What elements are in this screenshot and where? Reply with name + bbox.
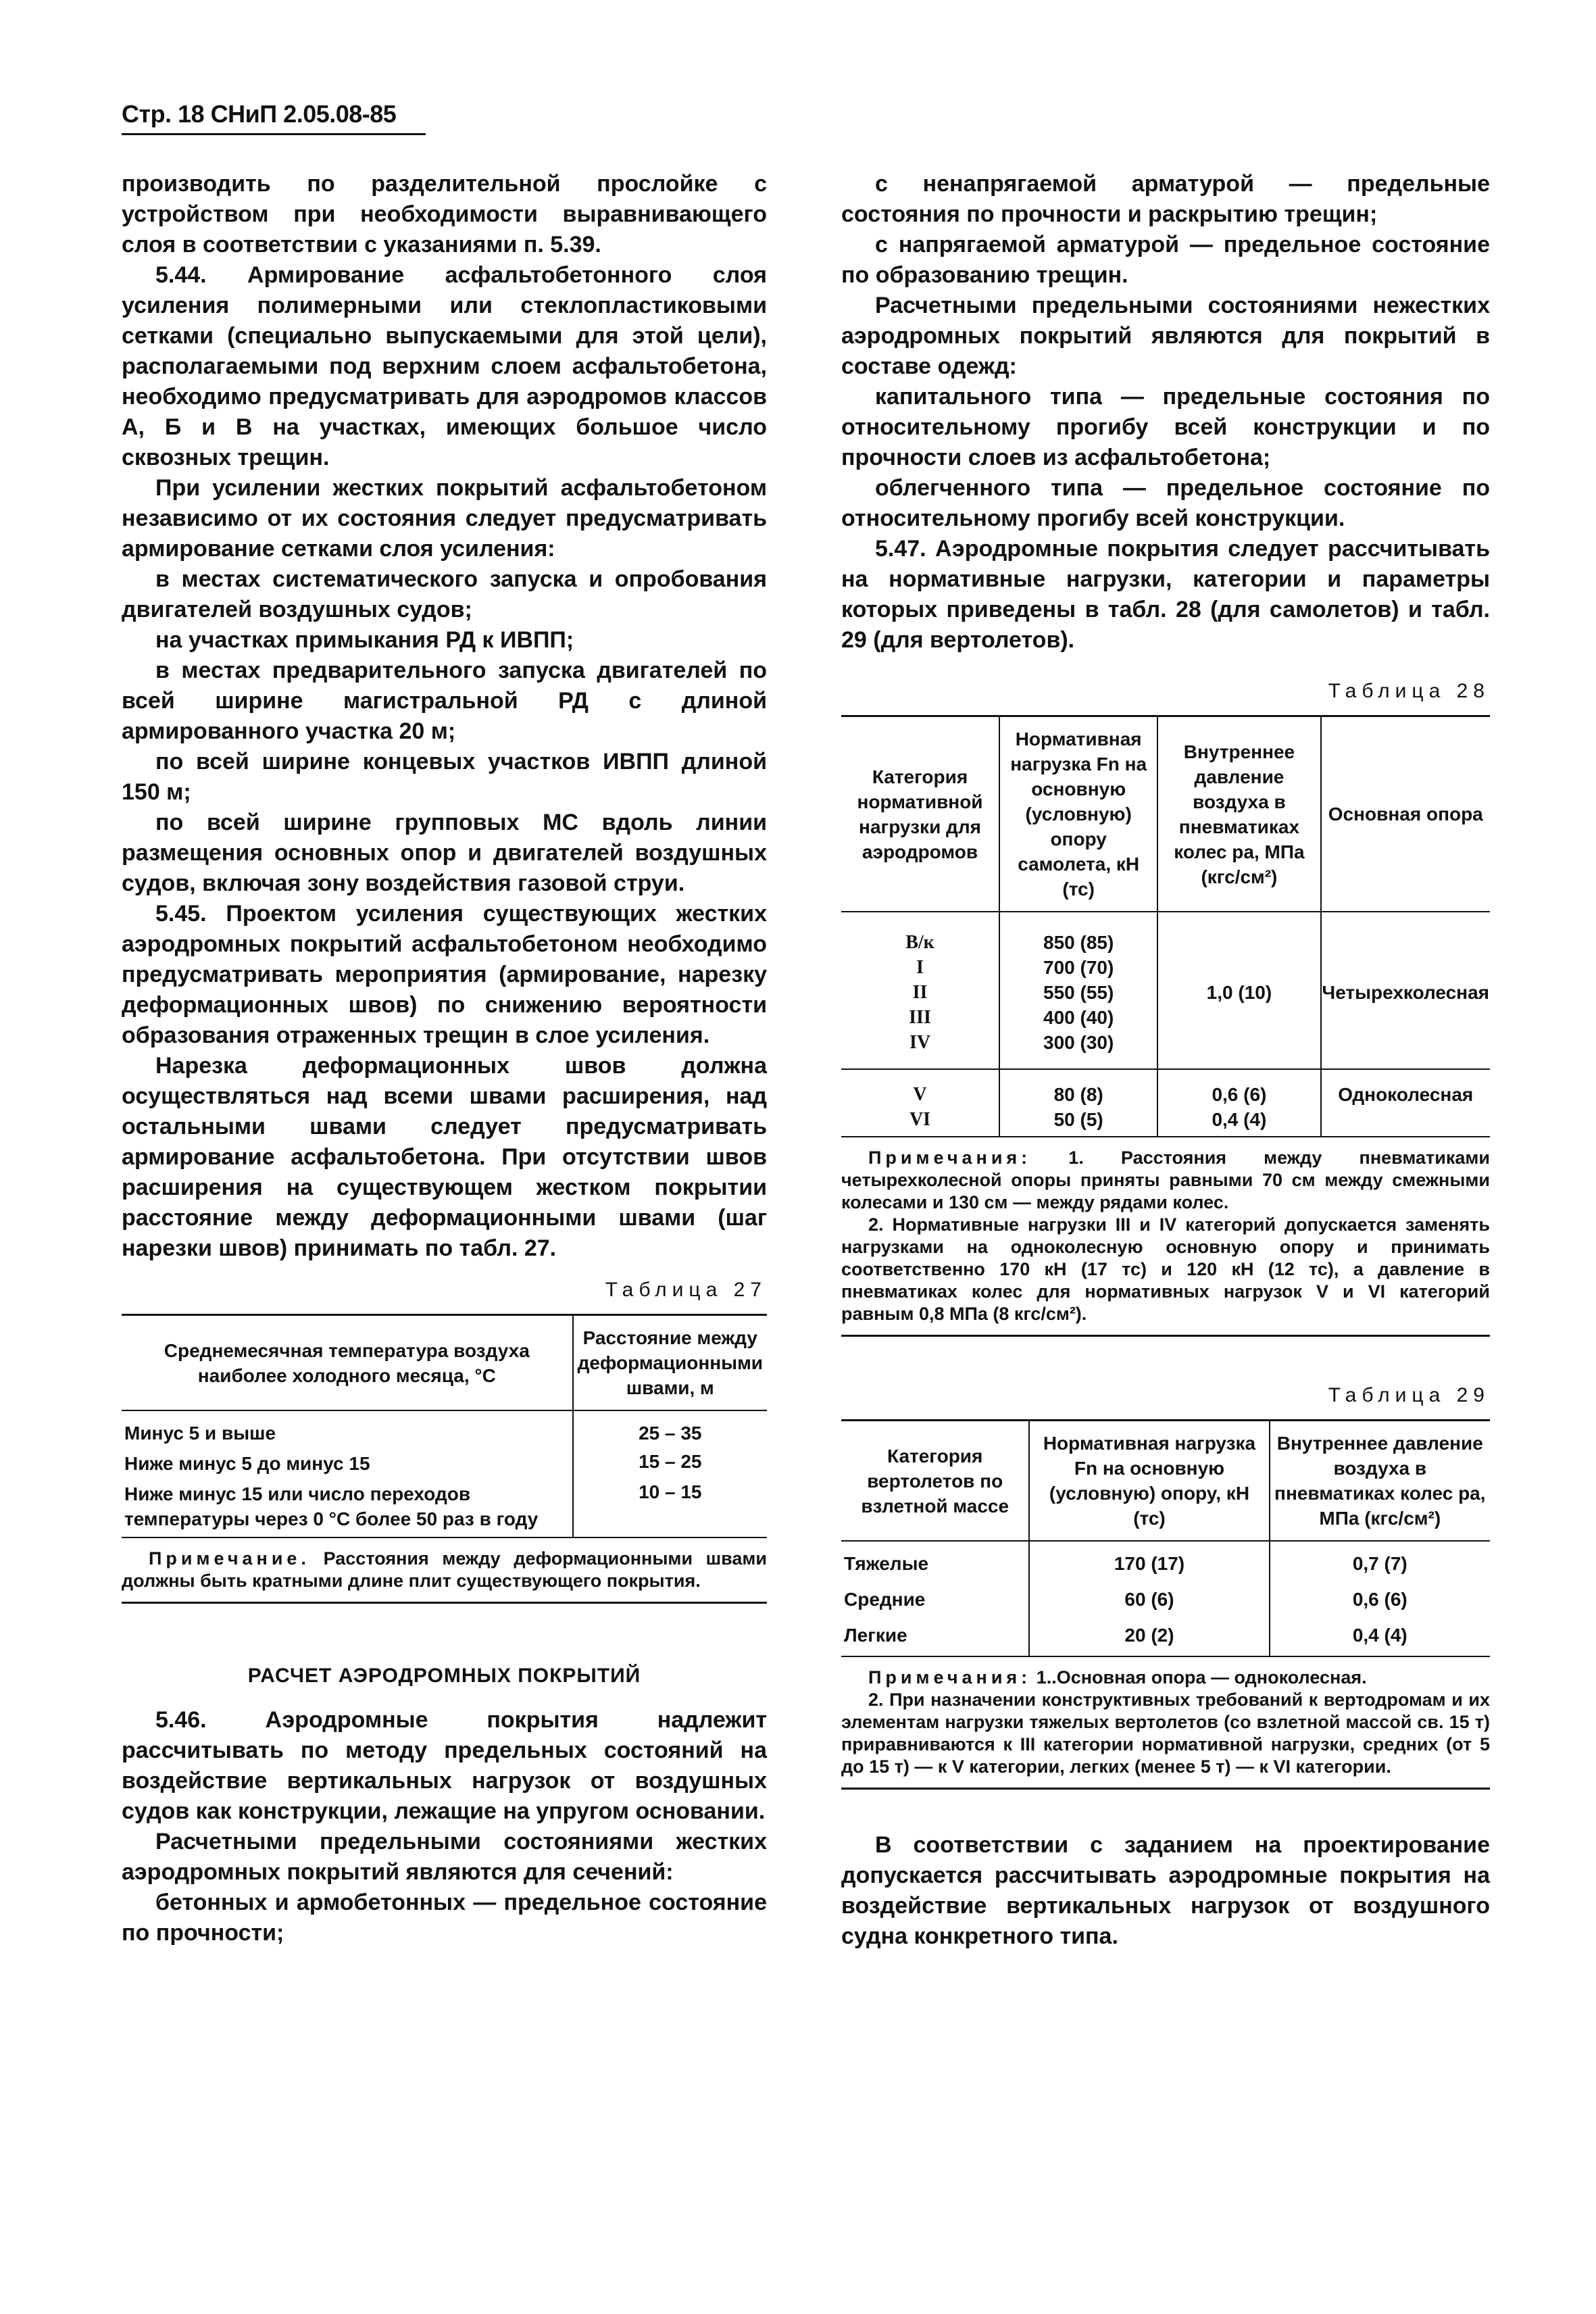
list-item: по всей ширине концевых участков ИВПП длиной 150 м; xyxy=(122,749,767,805)
table-27-note xyxy=(122,1548,767,1592)
paragraph: с напрягаемой арматурой — предельное состояние по образованию трещин. xyxy=(841,232,1490,288)
load: 50 (5) xyxy=(1053,1109,1103,1130)
category: V xyxy=(913,1084,927,1105)
table-header: Основная опора xyxy=(1321,716,1490,912)
clause-text: Армирование асфальтобетонного слоя усиления полимерными или стеклопластиковыми сетками (специально выпускаемыми для этой цели), располагаемыми под верхним слоем асфальтобетона, необходимо предусматривать для аэродромов классов А, Б и В на участках, имеющих большое число сквозных трещин. xyxy=(122,262,767,470)
table-row xyxy=(841,1541,1490,1581)
table-28 xyxy=(841,715,1490,1137)
right-column xyxy=(841,169,1490,1952)
paragraph: Нарезка деформационных швов должна осуществляться над всеми швами расширения, над остальными швами следует предусматривать армирование асфальтобетона. При отсутствии швов расширения на существующем жестком покрытии расстояние между деформационными швами (шаг нарезки швов) принимать по табл. 27. xyxy=(122,1053,767,1261)
note-label: Примечания: xyxy=(868,1667,1032,1688)
table-cell: Легкие xyxy=(841,1617,1029,1656)
paragraph: с ненапрягаемой арматурой — предельные состояния по прочности и раскрытию трещин; xyxy=(841,171,1490,227)
divider xyxy=(841,1788,1490,1790)
load: 400 (40) xyxy=(1043,1007,1114,1028)
clause-number: 5.44. xyxy=(155,262,207,288)
paragraph: Расчетными предельными состояниями нежестких аэродромных покрытий являются для покрытий в составе одежд: xyxy=(841,293,1490,379)
list-item: на участках примыкания РД к ИВПП; xyxy=(155,627,574,653)
table-cell: 0,7 (7) xyxy=(1270,1541,1490,1581)
table-cell: 0,6 (6) xyxy=(1270,1581,1490,1617)
table-header: Внутреннее давление воздуха в пневматиках колес pa, МПа (кгс/см²) xyxy=(1270,1421,1490,1542)
category: II xyxy=(912,982,928,1003)
table-cell: 0,4 (4) xyxy=(1270,1617,1490,1656)
paragraph: При усилении жестких покрытий асфальтобетоном независимо от их состояния следует предусматривать армирование сетками слоя усиления: xyxy=(122,475,767,562)
table-27-label: Таблица 27 xyxy=(605,1279,767,1301)
table-28-label: Таблица 28 xyxy=(1328,680,1490,702)
table-cell: 15 – 25 xyxy=(573,1448,767,1479)
category: В/к xyxy=(905,932,934,953)
table-row xyxy=(122,1479,767,1537)
table-29-note: 2. При назначении конструктивных требований к вертодромам и их элементам нагрузки тяжелых вертолетов (со взлетной массой св. 15 т) приравниваются к III категории нормативной нагрузки, средних (от 5 до 15 т) — к V категории, легких (менее 5 т) — к VI категории. xyxy=(841,1690,1490,1777)
header-rule xyxy=(122,133,426,135)
note-label: Примечания: xyxy=(868,1148,1032,1168)
list-item: по всей ширине групповых МС вдоль линии размещения основных опор и двигателей воздушных судов, включая зону воздействия газовой струи. xyxy=(122,810,767,896)
table-28-note xyxy=(841,1147,1490,1214)
clause-text: Аэродромные покрытия следует рассчитывать на нормативные нагрузки, категории и параметры которых приведены в табл. 28 (для самолетов) и табл. 29 (для вертолетов). xyxy=(841,536,1490,653)
table-cell: 10 – 15 xyxy=(573,1479,767,1537)
page-header: Стр. 18 СНиП 2.05.08-85 xyxy=(122,100,397,128)
table-cell: 20 (2) xyxy=(1029,1617,1269,1656)
table-cell: 25 – 35 xyxy=(573,1410,767,1448)
divider xyxy=(122,1602,767,1604)
table-row xyxy=(841,912,1490,1069)
table-header: Нормативная нагрузка Fn на основную (условную) опору самолета, кН (тс) xyxy=(999,716,1157,912)
category: I xyxy=(916,957,924,978)
table-cell-pressure: 1,0 (10) xyxy=(1157,912,1320,1069)
table-29-note xyxy=(841,1667,1490,1689)
table-header: Категория нормативной нагрузки для аэродромов xyxy=(841,716,999,912)
table-row xyxy=(122,1410,767,1448)
table-header: Среднемесячная температура воздуха наиболее холодного месяца, °С xyxy=(122,1315,573,1411)
clause-text: Проектом усиления существующих жестких аэродромных покрытий асфальтобетоном необходимо предусматривать мероприятия (армирование, нарезку деформационных швов) по снижению вероятности образования отраженных трещин в слое усиления. xyxy=(122,901,767,1048)
table-cell-support: Одноколесная xyxy=(1321,1069,1490,1137)
table-cell: 170 (17) xyxy=(1029,1541,1269,1581)
table-cell-categories xyxy=(841,912,999,1069)
clause-number: 5.47. xyxy=(875,536,926,562)
table-header: Внутреннее давление воздуха в пневматиках колес pa, МПа (кгс/см²) xyxy=(1157,716,1320,912)
load: 700 (70) xyxy=(1043,957,1114,978)
note-text: 1..Основная опора — одноколесная. xyxy=(1036,1667,1367,1688)
table-row xyxy=(122,1448,767,1479)
note-text: 1. Расстояния между пневматиками четырехколесной опоры приняты равными 70 см между смежными колесами и 130 см — между рядами колес. xyxy=(841,1148,1490,1212)
table-row xyxy=(841,1617,1490,1656)
pressure: 0,6 (6) xyxy=(1212,1084,1267,1105)
table-cell-categories xyxy=(841,1069,999,1137)
note-label: Примечание. xyxy=(149,1548,310,1569)
paragraph: бетонных и армобетонных — предельное состояние по прочности; xyxy=(122,1890,767,1946)
list-item: капитального типа — предельные состояния по относительному прогибу всей конструкции и по прочности слоев из асфальтобетона; xyxy=(841,384,1490,470)
table-27 xyxy=(122,1314,767,1538)
table-cell: Ниже минус 5 до минус 15 xyxy=(124,1453,370,1474)
table-29-label: Таблица 29 xyxy=(1328,1384,1490,1406)
table-cell-support: Четырехколесная xyxy=(1321,912,1490,1069)
pressure: 0,4 (4) xyxy=(1212,1109,1267,1130)
table-row xyxy=(841,1069,1490,1137)
paragraph-5-44 xyxy=(122,260,767,473)
table-cell: Средние xyxy=(844,1589,926,1610)
table-28-note: 2. Нормативные нагрузки III и IV категорий допускается заменять нагрузками на одноколесную основную опору и принимать соответственно 170 кН (17 тс) и 120 кН (12 тс), а давление в пневматиках колес для нормативных нагрузок V и VI категорий равным 0,8 МПа (8 кгс/см²). xyxy=(841,1214,1490,1324)
clause-number: 5.45. xyxy=(155,901,207,927)
category: VI xyxy=(909,1109,931,1130)
paragraph: производить по разделительной прослойке с устройством при необходимости выравнивающего слоя в соответствии с указаниями п. 5.39. xyxy=(122,171,767,257)
table-cell: 60 (6) xyxy=(1029,1581,1269,1617)
section-title: РАСЧЕТ АЭРОДРОМНЫХ ПОКРЫТИЙ xyxy=(247,1665,641,1687)
left-column xyxy=(122,169,767,1948)
paragraph: В соответствии с заданием на проектирование допускается рассчитывать аэродромные покрытия на воздействие вертикальных нагрузок от воздушного судна конкретного типа. xyxy=(841,1832,1490,1949)
load: 300 (30) xyxy=(1043,1032,1114,1053)
table-header: Расстояние между деформационными швами, м xyxy=(573,1315,767,1411)
table-header: Нормативная нагрузка Fn на основную (условную) опору, кН (тс) xyxy=(1029,1421,1269,1542)
paragraph-5-45 xyxy=(122,899,767,1051)
list-item: в местах систематического запуска и опробования двигателей воздушных судов; xyxy=(122,566,767,622)
table-29 xyxy=(841,1419,1490,1657)
load: 550 (55) xyxy=(1043,982,1114,1003)
note-text: Расстояния между деформационными швами должны быть кратными длине плит существующего покрытия. xyxy=(122,1548,767,1591)
category: III xyxy=(909,1007,931,1028)
category: IV xyxy=(909,1032,931,1053)
table-cell: Минус 5 и выше xyxy=(124,1423,276,1444)
table-cell: Ниже минус 15 или число переходов температуры через 0 °С более 50 раз в году xyxy=(122,1479,573,1537)
table-cell: Тяжелые xyxy=(844,1553,929,1574)
table-cell-loads xyxy=(999,1069,1157,1137)
table-row xyxy=(841,1581,1490,1617)
table-cell-loads xyxy=(999,912,1157,1069)
paragraph: Расчетными предельными состояниями жестких аэродромных покрытий являются для сечений: xyxy=(122,1829,767,1885)
table-header: Категория вертолетов по взлетной массе xyxy=(841,1421,1029,1542)
clause-number: 5.46. xyxy=(155,1707,207,1733)
clause-text: Аэродромные покрытия надлежит рассчитывать по методу предельных состояний на воздействие вертикальных нагрузок от воздушных судов как конструкции, лежащие на упругом основании. xyxy=(122,1707,767,1824)
list-item: в местах предварительного запуска двигателей по всей ширине магистральной РД с длиной армированного участка 20 м; xyxy=(122,658,767,744)
load: 80 (8) xyxy=(1053,1084,1103,1105)
divider xyxy=(841,1335,1490,1337)
load: 850 (85) xyxy=(1043,932,1114,953)
paragraph-5-47 xyxy=(841,534,1490,656)
list-item: облегченного типа — предельное состояние по относительному прогибу всей конструкции. xyxy=(841,475,1490,531)
paragraph-5-46 xyxy=(122,1705,767,1827)
table-cell-pressure xyxy=(1157,1069,1320,1137)
